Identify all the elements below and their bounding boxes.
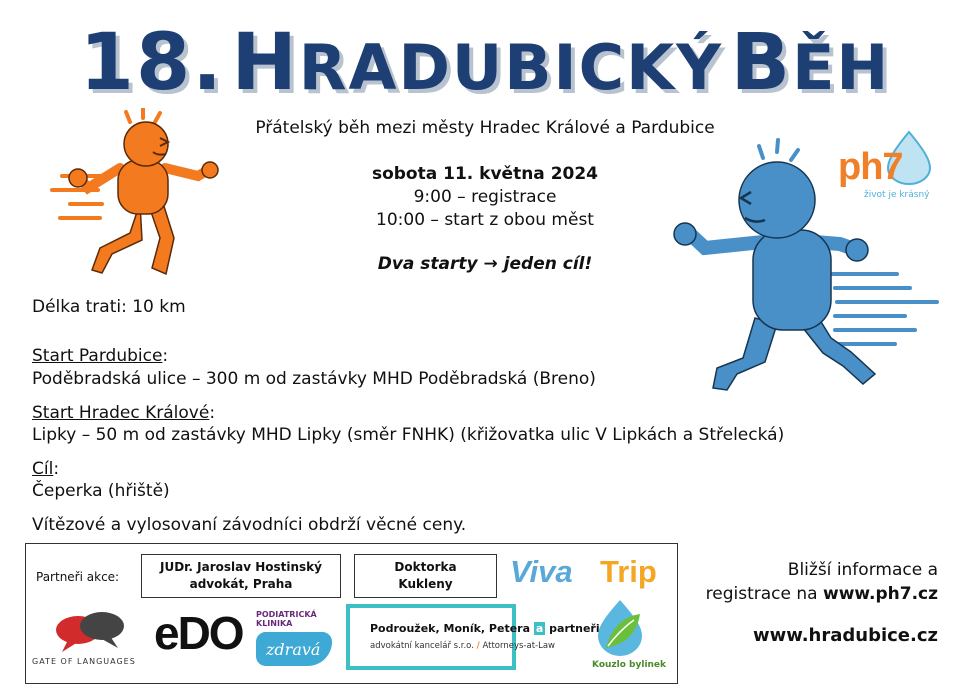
more-info: Bližší informace a registrace na www.ph7.cz [705,560,938,604]
registration-time: 9:00 – registrace [413,187,557,207]
partner-kouzlo-bylinek: Kouzlo bylinek [592,660,667,670]
finish-location: Čeperka (hřiště) [32,481,170,501]
ph7-tagline: život je krásný [864,190,930,200]
distance: Délka trati: 10 km [32,297,186,317]
event-info [285,163,685,232]
slogan: Dva starty → jeden cíl! [377,254,593,274]
orange-runner-illustration [40,108,240,288]
partner-judr-hostinsky: JUDr. Jaroslav Hostinský advokát, Praha [141,554,341,598]
ph7-link[interactable]: www.ph7.cz [822,584,938,604]
speech-bubbles-icon [50,610,130,654]
start-time: 10:00 – start z obou měst [376,210,594,230]
arrow-icon: → [483,254,498,274]
partner-gate-of-languages: GATE OF LANGUAGES [32,657,136,666]
partners-label: Partneři akce: [36,570,120,584]
prizes-note: Vítězové a vylosovaní závodníci obdrží věcné ceny. [32,515,467,535]
start-pardubice-heading: Start Pardubice: [32,346,169,366]
partner-edo-logo: eDO [154,607,243,659]
partner-podiatric-clinic-logo: PODIATRICKÁ KLINIKA zdravá [256,610,344,676]
start-pardubice-location: Poděbradská ulice – 300 m od zastávky MHD Poděbradská (Breno) [32,369,596,389]
partners-box [25,543,678,684]
leaf-drop-icon [592,598,648,658]
subtitle: Přátelský běh mezi městy Hradec Králové a Pardubice [255,118,715,138]
start-hradec-location: Lipky – 50 m od zastávky MHD Lipky (směr FNHK) (křižovatka ulic V Lipkách a Střelecká) [32,425,785,445]
ph7-logo-text: ph7 [838,146,903,188]
ph7-logo [838,130,948,202]
partner-doktorka-kukleny: Doktorka Kukleny [354,554,497,598]
page-title: 18. HRADUBICKÝ BĚH [79,18,891,108]
partner-viva-trip-logo: Viva Trip [510,554,657,589]
finish-heading: Cíl: [32,459,60,479]
start-hradec-heading: Start Hradec Králové: [32,403,216,423]
hradubice-link[interactable]: www.hradubice.cz [752,625,938,646]
event-date: sobota 11. května 2024 [371,164,599,184]
partner-law-office-logo: Podroužek, Moník, Petera a partneři advokátní kancelář s.r.o. / Attorneys-at-Law [346,604,516,670]
